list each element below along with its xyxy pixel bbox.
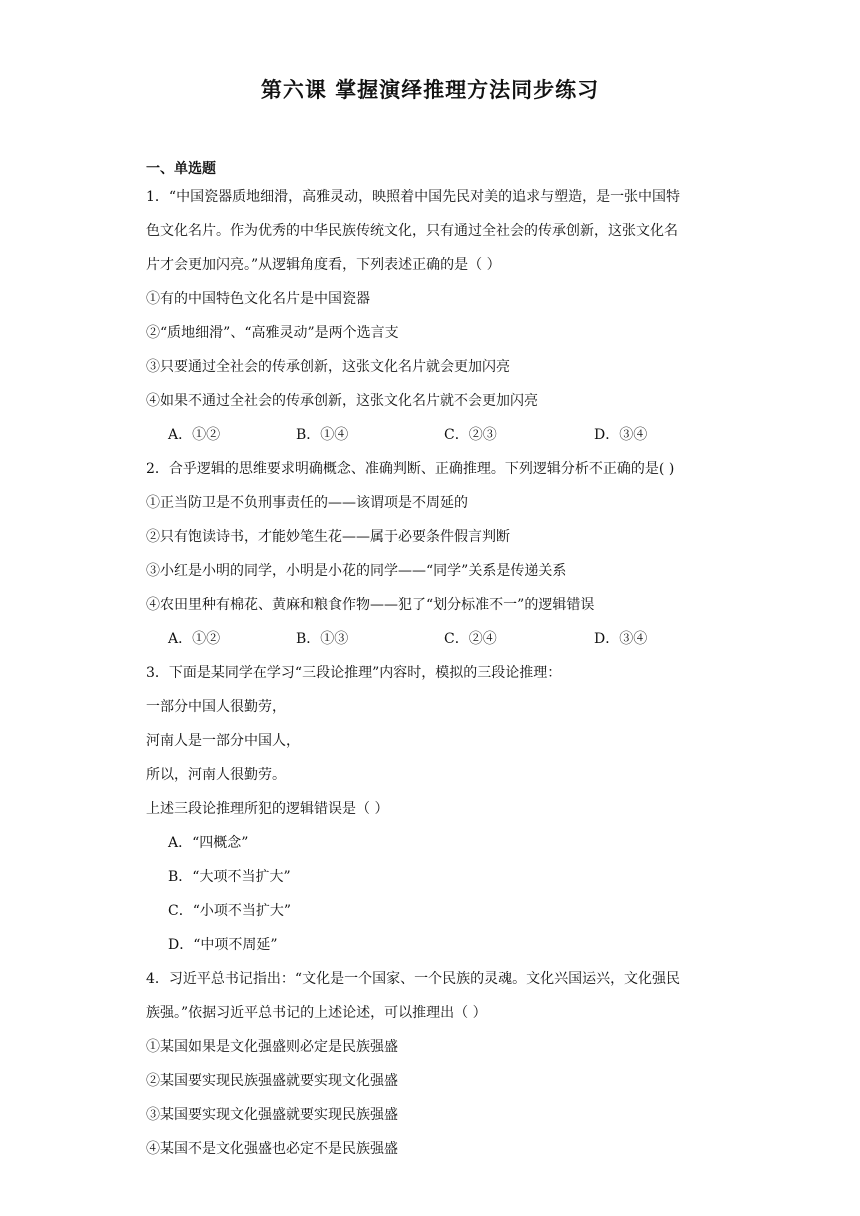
question-stem-line: 一部分中国人很勤劳， [146, 699, 286, 715]
question-2 [146, 452, 721, 656]
answer-options [146, 418, 721, 452]
question-stem-line: 色文化名片。作为优秀的中华民族传统文化，只有通过全社会的传承创新，这张文化名 [146, 223, 678, 239]
question-stem-line: 河南人是一部分中国人， [146, 733, 300, 749]
statement-item: ④某国不是文化强盛也必定不是民族强盛 [146, 1141, 398, 1157]
question-stem-line: 4．习近平总书记指出：“文化是一个国家、一个民族的灵魂。文化兴国运兴，文化强民 [146, 971, 681, 987]
question-4 [146, 962, 721, 1166]
question-stem-line: 1．“中国瓷器质地细滑，高雅灵动，映照着中国先民对美的追求与塑造，是一张中国特 [146, 189, 681, 205]
question-list [146, 180, 721, 1166]
option-a[interactable]: A．①② [168, 427, 221, 443]
statement-item: ②“质地细滑”、“高雅灵动”是两个选言支 [146, 325, 399, 341]
option-b[interactable]: B．①③ [296, 631, 349, 647]
statement-item: ②某国要实现民族强盛就要实现文化强盛 [146, 1073, 398, 1089]
question-stem-line: 3．下面是某同学在学习“三段论推理”内容时，模拟的三段论推理： [146, 665, 562, 681]
option-d[interactable]: D．③④ [594, 427, 648, 443]
statement-item: ③某国要实现文化强盛就要实现民族强盛 [146, 1107, 398, 1123]
question-3 [146, 656, 721, 962]
question-stem-line: 族强。”依据习近平总书记的上述论述，可以推理出（ ） [146, 1005, 487, 1021]
answer-options [146, 622, 721, 656]
statement-item: ①有的中国特色文化名片是中国瓷器 [146, 291, 370, 307]
option-c[interactable]: C．②③ [444, 427, 497, 443]
question-stem-line: 2．合乎逻辑的思维要求明确概念、准确判断、正确推理。下列逻辑分析不正确的是( ) [146, 461, 675, 477]
section-heading: 一、单选题 [146, 161, 216, 177]
option-a[interactable]: A．①② [168, 631, 221, 647]
option-b[interactable]: B．①④ [296, 427, 349, 443]
option-d[interactable]: D．③④ [594, 631, 648, 647]
question-stem-line: 上述三段论推理所犯的逻辑错误是（ ） [146, 801, 389, 817]
option-a[interactable]: A．“四概念” [168, 835, 249, 851]
statement-item: ①某国如果是文化强盛则必定是民族强盛 [146, 1039, 398, 1055]
question-1 [146, 180, 721, 452]
statement-item: ③只要通过全社会的传承创新，这张文化名片就会更加闪亮 [146, 359, 510, 375]
document-title: 第六课 掌握演绎推理方法同步练习 [260, 78, 600, 102]
statement-item: ④如果不通过全社会的传承创新，这张文化名片就不会更加闪亮 [146, 393, 538, 409]
option-c[interactable]: C．“小项不当扩大” [168, 903, 292, 919]
statement-item: ③小红是小明的同学，小明是小花的同学——“同学”关系是传递关系 [146, 563, 567, 579]
statement-item: ④农田里种有棉花、黄麻和粮食作物——犯了“划分标准不一”的逻辑错误 [146, 597, 595, 613]
question-stem-line: 所以，河南人很勤劳。 [146, 767, 286, 783]
option-c[interactable]: C．②④ [444, 631, 497, 647]
statement-item: ①正当防卫是不负刑事责任的——该谓项是不周延的 [146, 495, 468, 511]
question-stem-line: 片才会更加闪亮。”从逻辑角度看，下列表述正确的是（ ） [146, 257, 501, 273]
option-d[interactable]: D．“中项不周延” [168, 937, 278, 953]
option-b[interactable]: B．“大项不当扩大” [168, 869, 291, 885]
statement-item: ②只有饱读诗书，才能妙笔生花——属于必要条件假言判断 [146, 529, 510, 545]
